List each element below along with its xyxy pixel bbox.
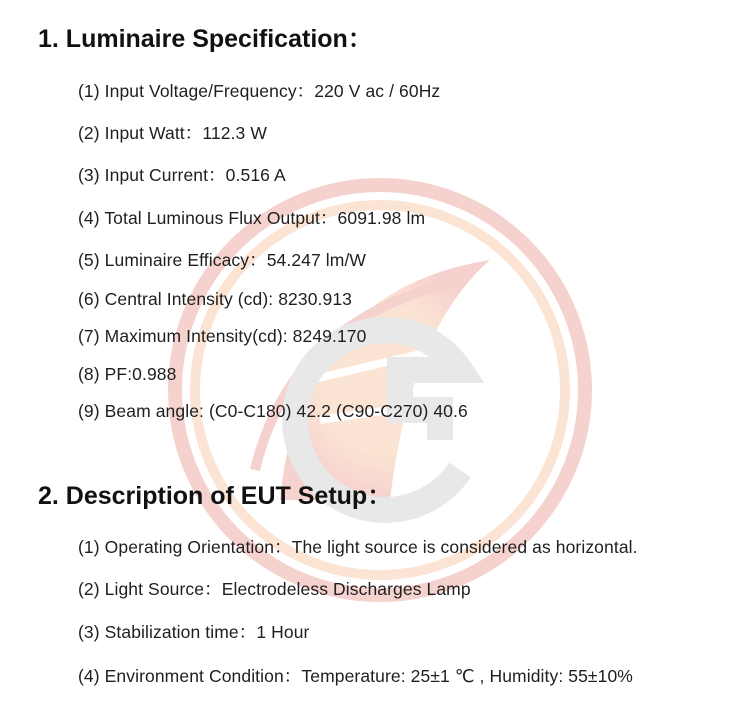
setup-stabilization-time: (3) Stabilization time：1 Hour xyxy=(78,622,310,642)
section-title-luminaire-specification: 1. Luminaire Specification： xyxy=(38,25,373,53)
spec-luminaire-efficacy: (5) Luminaire Efficacy：54.247 lm/W xyxy=(78,250,367,270)
spec-central-intensity: (6) Central Intensity (cd): 8230.913 xyxy=(78,289,353,309)
setup-environment-condition: (4) Environment Condition：Temperature: 25±1 ℃ , Humidity: 55±10% xyxy=(78,666,633,686)
spec-power-factor: (8) PF:0.988 xyxy=(78,364,177,384)
spec-maximum-intensity: (7) Maximum Intensity(cd): 8249.170 xyxy=(78,326,367,346)
spec-total-luminous-flux: (4) Total Luminous Flux Output：6091.98 lm xyxy=(78,208,426,228)
spec-input-watt: (2) Input Watt：112.3 W xyxy=(78,123,267,143)
spec-input-voltage: (1) Input Voltage/Frequency：220 V ac / 60Hz xyxy=(78,81,441,101)
setup-light-source: (2) Light Source：Electrodeless Discharges Lamp xyxy=(78,579,471,599)
setup-operating-orientation: (1) Operating Orientation：The light source is considered as horizontal. xyxy=(78,537,638,557)
section-title-eut-setup: 2. Description of EUT Setup： xyxy=(38,482,393,510)
spec-input-current: (3) Input Current：0.516 A xyxy=(78,165,286,185)
spec-beam-angle: (9) Beam angle: (C0-C180) 42.2 (C90-C270) 40.6 xyxy=(78,401,468,421)
